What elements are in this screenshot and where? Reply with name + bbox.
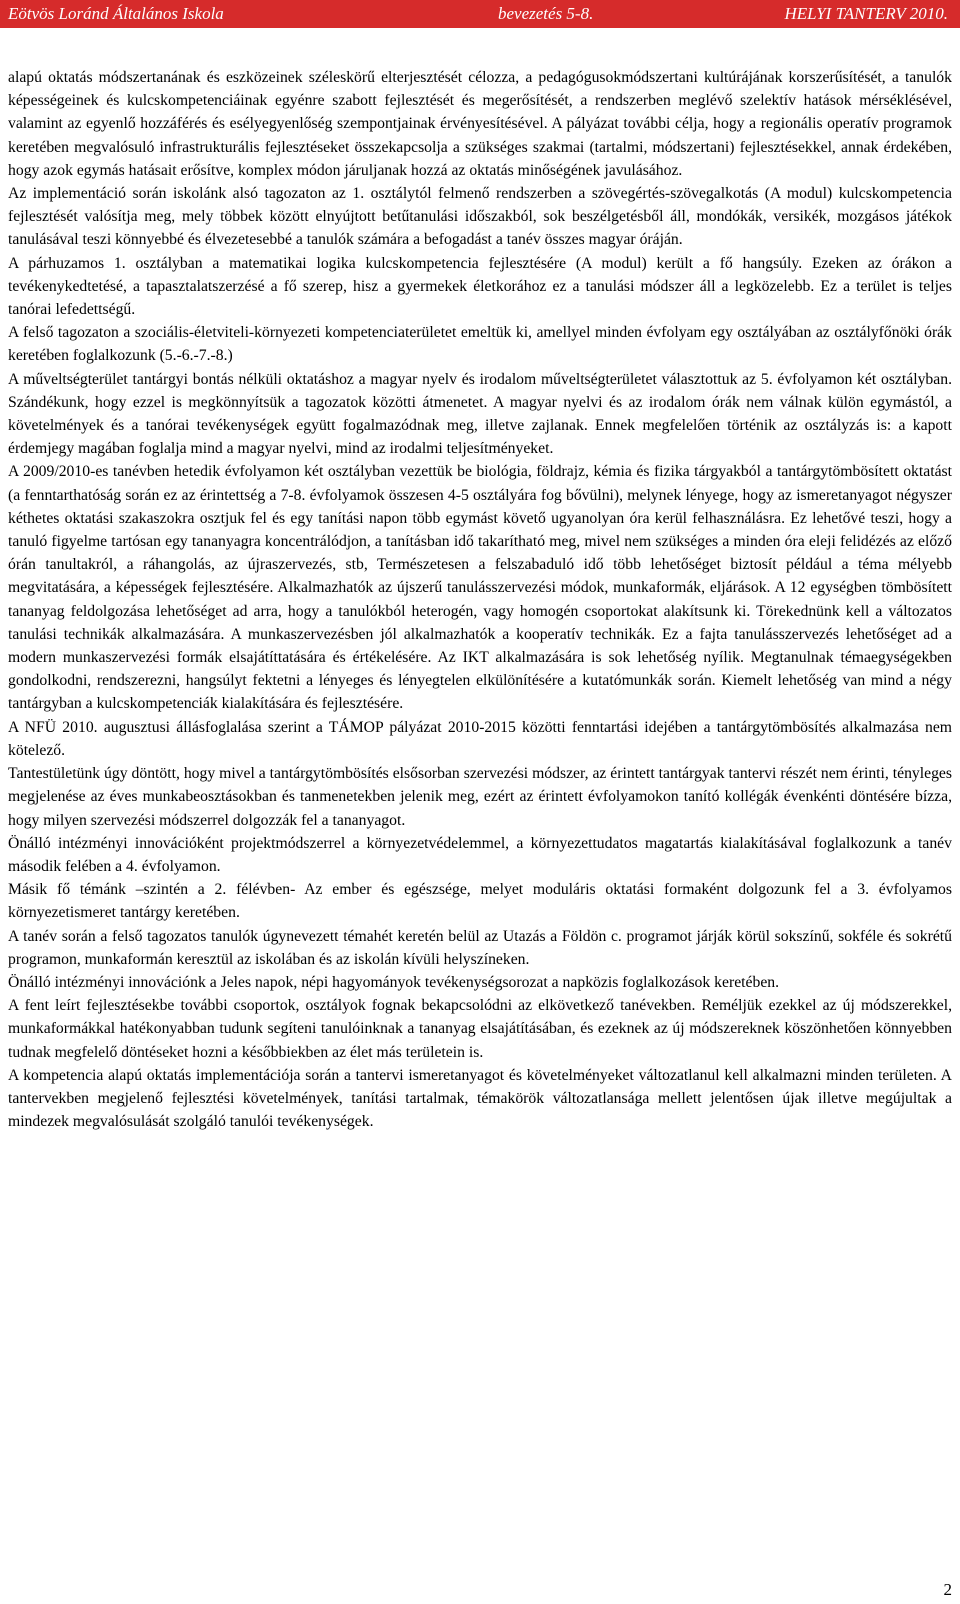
paragraph: alapú oktatás módszertanának és eszközeinek széleskörű elterjesztését célozza, a pedagógusokmódszertani kultúrájának korszerűsítését, a tanulók képességeinek és kulcskompetenciáinak egyénre szabott fejlesztését és megerősítését, a rendszerben meglévő szelektív hatások mérséklésével, valamint az egyenlő hozzáférés és esélyegyenlőség szempontjainak érvényesítésével. A pályázat további célja, hogy a regionális operatív programok keretében megvalósuló infrastrukturális fejlesztéseket összekapcsolja a szükséges szakmai (tartalmi, módszertani) fejlesztésekkel, annak érdekében, hogy azok egymás hatásait erősítve, komplex módon járuljanak hozzá az oktatás minőségének javulásához.: [8, 69, 952, 179]
paragraph: A párhuzamos 1. osztályban a matematikai logika kulcskompetencia fejlesztésére (A modul) került a fő hangsúly. Ezeken az órákon a tevékenykedtetésé, a tapasztalatszerzésé a fő szerep, hisz a gyermekek életkorához ez a tanulási módszer áll a legközelebb. Ez a terület is teljes tanórai lefedettségű.: [8, 254, 952, 319]
paragraph: Másik fő témánk –szintén a 2. félévben- Az ember és egészsége, melyet moduláris oktatási formaként dolgozunk fel a 3. évfolyamos környezetismeret tantárgy keretében.: [8, 881, 952, 922]
paragraph: A műveltségterület tantárgyi bontás nélküli oktatáshoz a magyar nyelv és irodalom műveltségterületet választottuk az 5. évfolyamon két osztályban. Szándékunk, hogy ezzel is megkönnyítsük a tagozatok közötti átmenetet. A magyar nyelvi és az irodalom órák nem válnak külön egymástól, a követelmények és a tanórai tevékenységek együtt fogalmazódnak meg, illetve zajlanak. Ennek megfelelően történik az osztályzás is: a kapott érdemjegy magában foglalja mind a magyar nyelvi, mind az irodalmi teljesítményeket.: [8, 370, 952, 458]
page-number: 2: [943, 1580, 952, 1599]
header-document-title: HELYI TANTERV 2010.: [784, 4, 948, 23]
page-header: [0, 0, 960, 28]
paragraph: A kompetencia alapú oktatás implementációja során a tantervi ismeretanyagot és követelményeket változatlanul kell alkalmazni minden területen. A tantervekben megjelenő fejlesztési követelmények, tanítási tartalmak, témakörök változatlansága mellett jelentősen újak illetve megújultak a mindezek megvalósulását szolgáló tanulói tevékenységek.: [8, 1066, 952, 1131]
paragraph: Önálló intézményi innovációnk a Jeles napok, népi hagyományok tevékenységsorozat a napközis foglalkozások keretében.: [8, 973, 780, 991]
paragraph: A 2009/2010-es tanévben hetedik évfolyamon két osztályban vezettük be biológia, földrajz, kémia és fizika tárgyakból a tantárgytömbösített oktatást (a fenntarthatóság során ez az érintettség a 7-8. évfolyamok összesen 4-5 osztályára fog bővülni), melynek lényege, hogy az ismeretanyagot négyszer kéthetes oktatási szakaszokra osztjuk fel és egy tanítási napon több egymást követő ugyanolyan óra kerül felhasználásra. Ez lehetővé teszi, hogy a tanuló figyelme tartósan egy tananyagra koncentrálódjon, a tanításban idő takarítható meg, mivel nem szükséges a minden óra eleji felidézés az előző órán tanultakról, a ráhangolás, az újraszervezés, stb, Természetesen a felszabaduló idő több lehetőséget biztosít például a téma mélyebb megvitatására, a képességek fejlesztésére. Alkalmazhatók az újszerű tanulásszervezési módok, munkaformák, eljárások. A 12 egységben tömbösített tananyag feldolgozása lehetőséget ad arra, hogy a tanulókból heterogén, vagy homogén csoportokat alakítsunk ki. Törekednünk kell a változatos tanulási technikák alkalmazására. A munkaszervezésben jól alkalmazhatók a kooperatív technikák. Ez a fajta tanulásszervezés lehetőséget ad a modern munkaszervezési formák elsajátíttatására és értékelésére. Az IKT alkalmazására is sok lehetőség nyílik. Megtanulnak témaegységekben gondolkodni, rendszerezni, hangsúlyt fektetni a lényeges és lényegtelen elkülönítésére a kutatómunkák során. Kiemelt lehetőség van mind a négy tantárgyban a kulcskompetenciák kialakítására és fejlesztésére.: [8, 463, 952, 713]
document-body: [8, 66, 952, 1133]
paragraph: Az implementáció során iskolánk alsó tagozaton az 1. osztálytól felmenő rendszerben a szövegértés-szövegalkotás (A modul) kulcskompetencia fejlesztését valósítja meg, mely többek között elnyújtott betűtanulási időszakból, sok beszélgetésből áll, mondókák, versikék, mozgásos játékok tanulásával teszi könnyebbé és élvezetesebbé a tanulók számára a befogadást a tanév összes magyar óráján.: [8, 185, 952, 249]
paragraph: Önálló intézményi innovációként projektmódszerrel a környezetvédelemmel, a környezettudatos magatartás kialakításával foglalkozunk a tanév második felében a 4. évfolyamon.: [8, 834, 952, 875]
paragraph: Tantestületünk úgy döntött, hogy mivel a tantárgytömbösítés elsősorban szervezési módszer, az érintett tantárgyak tantervi részét nem érinti, tényleges megjelenése az éves munkabeosztásokban és tanmenetekben jelenik meg, ezért az érintett évfolyamokon tanító kollégák évenkénti döntésére bízza, hogy milyen szervezési módszerrel dolgozzák fel a tananyagot.: [8, 765, 952, 829]
paragraph: A felső tagozaton a szociális-életviteli-környezeti kompetenciaterületet emeltük ki, amellyel minden évfolyam egy osztályában az osztályfőnöki órák keretében foglalkozunk (5.-6.-7.-8.): [8, 324, 952, 365]
header-school-name: Eötvös Loránd Általános Iskola: [8, 4, 224, 23]
paragraph: A NFÜ 2010. augusztusi állásfoglalása szerint a TÁMOP pályázat 2010-2015 közötti fenntartási idejében a tantárgytömbösítés alkalmazása nem kötelező.: [8, 718, 952, 759]
header-section: bevezetés 5-8.: [498, 4, 594, 23]
paragraph: A fent leírt fejlesztésekbe további csoportok, osztályok fognak bekapcsolódni az elkövetkező tanévekben. Reméljük ezekkel az új módszerekkel, munkaformákkal hatékonyabban tudunk segíteni tanulóinknak a tananyag elsajátításában, és ezeknek az új módszereknek köszönhetően könnyebben tudnak megfelelő döntéseket hozni a későbbiekben az élet más területein is.: [8, 997, 952, 1061]
paragraph: A tanév során a felső tagozatos tanulók úgynevezett témahét keretén belül az Utazás a Földön c. programot járják körül sokszínű, sokféle és sokrétű programon, munkaformán keresztül az iskolában és az iskolán kívüli helyszíneken.: [8, 927, 952, 968]
